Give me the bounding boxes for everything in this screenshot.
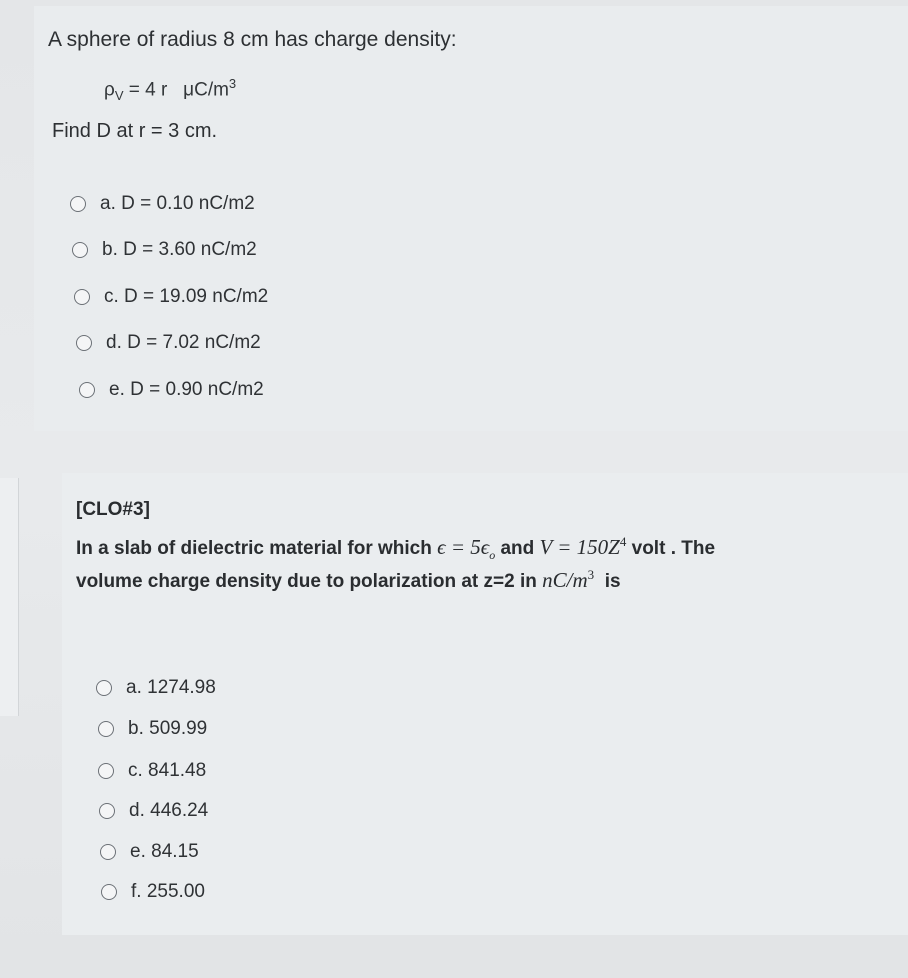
q1-option-d[interactable]: [76, 332, 261, 354]
question-1-card: [34, 6, 908, 431]
voltage-expression: [540, 535, 627, 559]
unit-expr-text: nC/m: [542, 568, 588, 592]
q2-option-c[interactable]: [98, 760, 206, 782]
rho-subscript: V: [114, 88, 124, 104]
radio-circle-icon[interactable]: [98, 721, 114, 737]
voltage-exponent: 4: [619, 534, 627, 549]
radio-circle-icon[interactable]: [96, 680, 112, 696]
epsilon-subscript: o: [489, 548, 496, 563]
question-1-stem: A sphere of radius 8 cm has charge density:: [48, 28, 457, 51]
q1-option-e-label: e. D = 0.90 nC/m2: [109, 379, 264, 400]
unit-expression: [542, 568, 594, 592]
question-2-line-2: [76, 567, 621, 593]
q2-text-1b: and: [495, 538, 540, 559]
radio-circle-icon[interactable]: [74, 289, 90, 305]
q2-option-a-label: a. 1274.98: [126, 677, 216, 698]
epsilon-expression: [437, 535, 496, 563]
formula-rhs: = 4 r μC/m: [123, 79, 229, 101]
q1-option-b-label: b. D = 3.60 nC/m2: [102, 239, 257, 260]
q2-text-2b: is: [594, 571, 621, 592]
unit-exponent: 3: [587, 567, 595, 582]
q1-option-a-label: a. D = 0.10 nC/m2: [100, 193, 255, 214]
q1-option-e[interactable]: [79, 379, 264, 401]
q2-option-d-label: d. 446.24: [129, 800, 209, 821]
charge-density-formula: [104, 76, 236, 103]
radio-circle-icon[interactable]: [72, 242, 88, 258]
radio-circle-icon[interactable]: [98, 763, 114, 779]
q2-text-2a: volume charge density due to polarization at z=2 in: [76, 571, 543, 592]
radio-circle-icon[interactable]: [70, 196, 86, 212]
radio-circle-icon[interactable]: [101, 884, 117, 900]
rho-symbol: ρ: [104, 79, 115, 101]
voltage-expr-text: V = 150Z: [539, 535, 620, 559]
q2-option-b[interactable]: [98, 718, 207, 740]
q1-option-c-label: c. D = 19.09 nC/m2: [104, 286, 269, 307]
formula-exponent: 3: [228, 76, 237, 91]
q2-option-f-label: f. 255.00: [131, 881, 205, 902]
question-2-line-1: [76, 534, 715, 563]
q2-option-a[interactable]: [96, 677, 216, 699]
radio-circle-icon[interactable]: [79, 382, 95, 398]
epsilon-expr-text: ϵ = 5ϵ: [437, 535, 490, 559]
q2-option-e-label: e. 84.15: [130, 841, 199, 862]
q2-option-b-label: b. 509.99: [128, 718, 208, 739]
radio-circle-icon[interactable]: [76, 335, 92, 351]
clo-tag: [CLO#3]: [76, 499, 150, 520]
q1-option-d-label: d. D = 7.02 nC/m2: [106, 332, 261, 353]
q2-text-1c: volt . The: [626, 538, 716, 559]
q1-option-a[interactable]: [70, 193, 255, 215]
question-1-find: Find D at r = 3 cm.: [52, 120, 218, 142]
q2-option-e[interactable]: [100, 841, 199, 863]
q2-text-1a: In a slab of dielectric material for which: [76, 538, 438, 559]
radio-circle-icon[interactable]: [99, 803, 115, 819]
q2-option-d[interactable]: [99, 800, 208, 822]
q2-option-c-label: c. 841.48: [128, 760, 207, 781]
left-edge-panel: [0, 478, 19, 716]
q2-option-f[interactable]: [101, 881, 205, 903]
radio-circle-icon[interactable]: [100, 844, 116, 860]
q1-option-b[interactable]: [72, 239, 257, 261]
q1-option-c[interactable]: [74, 286, 268, 308]
